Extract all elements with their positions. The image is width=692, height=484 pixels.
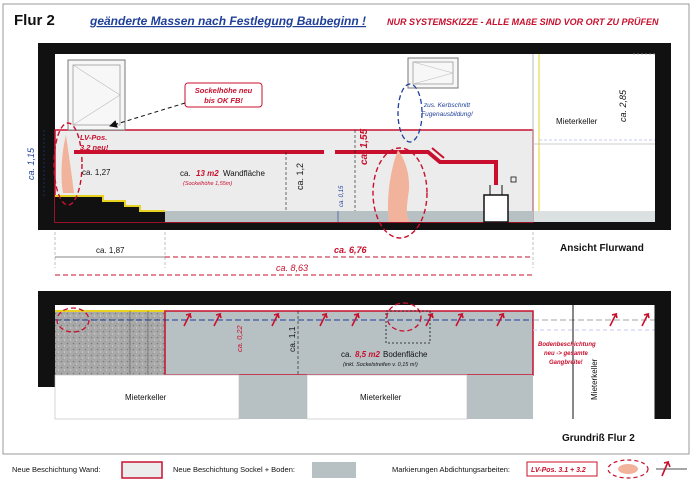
height-155-label: ca. 1,55 [359,128,370,165]
corridor-gray-2 [467,375,533,419]
height-015-label: ca. 0,15 [339,185,345,207]
legend-stain-icon [618,464,638,474]
warning-text: NUR SYSTEMSKIZZE - ALLE MAßE SIND VOR ORT ZU PRÜFEN [387,17,659,27]
corridor-gray-1 [239,375,307,419]
plan-right-wall [655,291,671,419]
legend-floor-swatch [312,462,356,478]
floor-area-value: 8,5 m2 [355,350,380,359]
note-kerbschnitt-line2: Fugenausbildung! [421,111,473,118]
floor-area-prefix: ca. [341,350,352,359]
stair-gravel-area [55,311,165,375]
right-wall [655,43,671,228]
window-left [68,60,125,130]
boiler-unit [484,195,508,222]
plan-top-wall [38,291,671,305]
note-kerbschnitt-line1: zus. Kerbschnitt [423,102,471,109]
mieterkeller-label-elevation: Mieterkeller [556,117,598,126]
legend [12,460,687,478]
ceiling-wall [38,43,655,54]
height-115-label: ca. 1,15 [26,147,36,180]
dim-863-label: ca. 8,63 [276,263,309,273]
wall-area-sub: (Sockelhöhe 1,55m) [183,181,233,187]
legend-marking-label: Markierungen Abdichtungsarbeiten: [392,465,510,474]
sockel-strip-keller [533,211,655,222]
dim-127-label: ca. 1,27 [82,168,111,177]
legend-floor-label: Neue Beschichtung Sockel + Boden: [173,465,295,474]
height-12-label: ca. 1,2 [295,162,305,190]
lv-pos-line2: 3.2 neu! [80,143,109,152]
mieterkeller-label-plan-right: Mieterkeller [590,358,599,400]
note-sockel-line2: bis OK FB! [204,96,243,105]
note-boden-line1: Bodenbeschichtung [538,342,596,348]
wall-area-prefix: ca. [180,169,191,178]
floor-area-sub: (inkl. Sockelstreifen v. 0,15 m!) [343,362,418,368]
dim-11-label: ca. 1,1 [287,326,297,352]
dim-676-label: ca. 6,76 [334,245,367,255]
legend-wall-swatch [122,462,162,478]
page-title: Flur 2 [14,12,55,29]
note-sockel-line1: Sockelhöhe neu [194,86,253,95]
mieterkeller-label-plan-2: Mieterkeller [360,393,402,402]
page-subtitle: geänderte Massen nach Festlegung Baubeginn ! [90,14,367,28]
mieterkeller-label-plan-1: Mieterkeller [125,393,167,402]
sockel-strip [165,211,533,222]
wall-area-value: 13 m2 [196,169,219,178]
dim-187-label: ca. 1,87 [96,246,125,255]
lv-pos-line1: LV-Pos. [80,133,108,142]
note-boden-line3: Gangbreite! [549,360,583,366]
elevation-view [26,43,671,238]
plan-left-wall [38,291,55,387]
legend-wall-label: Neue Beschichtung Wand: [12,465,101,474]
height-285-label: ca. 2,85 [618,89,628,122]
floor-plan-view [38,291,671,444]
note-boden-line2: neu -> gesamte [544,351,588,357]
legend-lv-text: LV-Pos. 3.1 + 3.2 [531,467,586,474]
left-wall [38,43,55,228]
plan-view-title: Grundriß Flur 2 [562,433,635,444]
floor-slab [38,222,671,230]
elevation-view-title: Ansicht Flurwand [560,243,644,254]
wall-area-suffix: Wandfläche [223,169,265,178]
floor-area-suffix: Bodenfläche [383,350,428,359]
dimension-lines [55,232,644,275]
dim-022-label: ca. 0,22 [235,325,244,352]
window-right [408,58,458,88]
